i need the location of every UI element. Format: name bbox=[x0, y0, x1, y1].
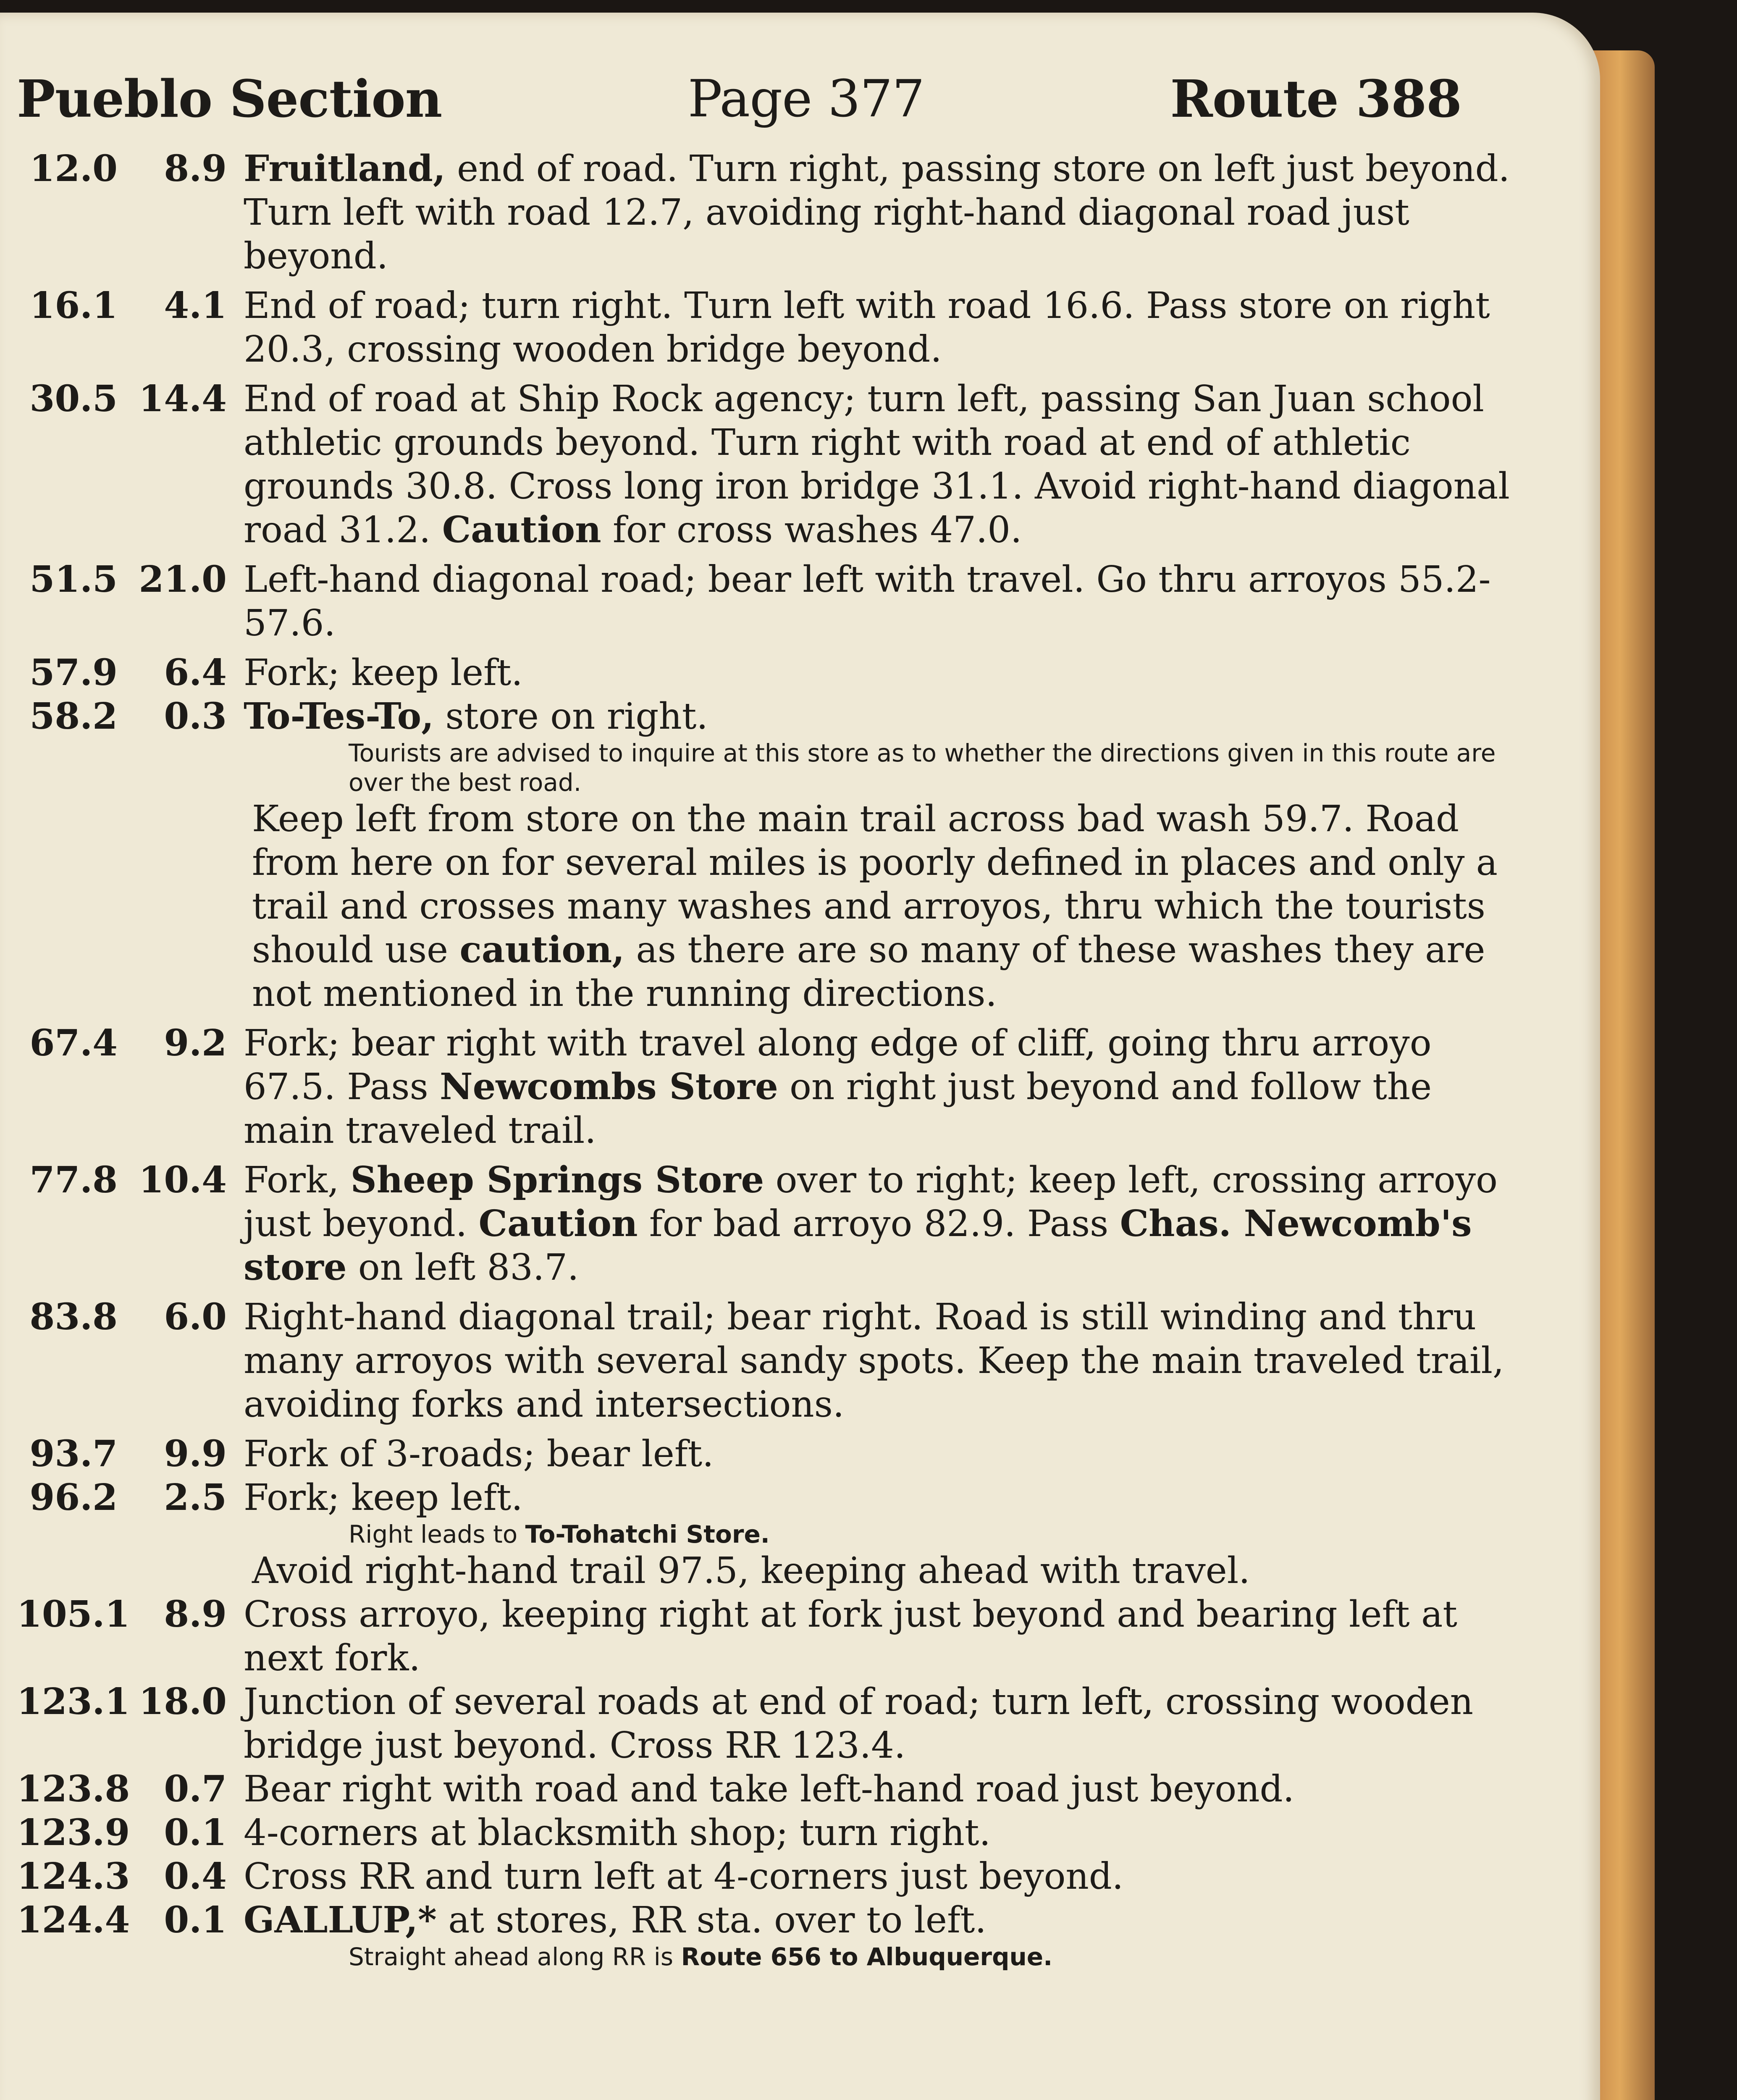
place-name: GALLUP,* bbox=[244, 1899, 437, 1941]
mileage: 105.1 bbox=[17, 1593, 130, 1635]
mileage: 123.1 bbox=[17, 1680, 130, 1723]
increment: 21.0 bbox=[139, 558, 227, 601]
increment: 0.3 bbox=[164, 695, 227, 738]
caution-label: Caution bbox=[478, 1202, 638, 1245]
store-name: Newcombs Store bbox=[440, 1066, 778, 1108]
place-name: Fruitland, bbox=[244, 147, 446, 190]
mileage: 67.4 bbox=[29, 1022, 118, 1064]
increment: 14.4 bbox=[139, 378, 227, 420]
mileage: 51.5 bbox=[29, 558, 118, 601]
direction-row bbox=[17, 1158, 1512, 1289]
direction-text: Junction of several roads at end of road; turn left, crossing wooden bridge just beyond. Cross RR 123.4. bbox=[244, 1681, 1473, 1767]
page-number: Page 377 bbox=[687, 69, 925, 129]
direction-text: 4-corners at blacksmith shop; turn right. bbox=[244, 1812, 991, 1854]
direction-row bbox=[17, 1021, 1512, 1152]
mileage: 12.0 bbox=[29, 147, 118, 190]
direction-text: GALLUP,* at stores, RR sta. over to left. bbox=[244, 1899, 987, 1941]
increment: 0.4 bbox=[164, 1855, 227, 1898]
direction-text: Fork; keep left. bbox=[244, 1477, 523, 1519]
place-name: To-Tes-To, bbox=[244, 695, 434, 738]
direction-row bbox=[17, 284, 1512, 371]
mileage: 93.7 bbox=[29, 1433, 118, 1475]
caution-label: Caution bbox=[442, 509, 601, 551]
direction-row bbox=[17, 1855, 1512, 1898]
direction-text: Fork; bear right with travel along edge of cliff, going thru arroyo 67.5. Pass Newcombs Store on right just beyond and follow the main traveled trail. bbox=[244, 1022, 1432, 1152]
mileage: 124.4 bbox=[17, 1899, 130, 1941]
increment: 8.9 bbox=[164, 1593, 227, 1635]
mileage: 123.9 bbox=[17, 1811, 130, 1854]
direction-row bbox=[17, 651, 1512, 695]
store-name: Chas. Newcomb's store bbox=[244, 1202, 1472, 1289]
direction-detail: End of road at Ship Rock agency; turn left, passing San Juan school athletic grounds beyond. Turn right with road at end of athletic grounds 30.8. Cross long iron bridge 31.1. Avoid right-hand diagonal road 31.2. bbox=[244, 378, 1510, 551]
caution-label: caution, bbox=[459, 929, 625, 971]
direction-text: Right-hand diagonal trail; bear right. Road is still winding and thru many arroyos with several sandy spots. Keep the main traveled trail, avoiding forks and intersections. bbox=[244, 1296, 1504, 1425]
mileage: 96.2 bbox=[29, 1476, 118, 1519]
direction-row bbox=[17, 1432, 1512, 1476]
continuation-paragraph: Keep left from store on the main trail across bad wash 59.7. Road from here on for several miles is poorly defined in places and only a trail and crosses many washes and arroyos, thru which the tourists should use caution, as there are so many of these washes they are not mentioned in the running directions. bbox=[252, 798, 1498, 1015]
direction-row bbox=[17, 1295, 1512, 1426]
section-title: Pueblo Section bbox=[17, 68, 442, 129]
direction-row bbox=[17, 1811, 1512, 1855]
direction-detail: end of road. Turn right, passing store on left just beyond. Turn left with road 12.7, avoiding right-hand diagonal road just beyond. bbox=[244, 148, 1510, 277]
direction-text: Fork; keep left. bbox=[244, 652, 523, 694]
direction-detail: for cross washes 47.0. bbox=[601, 509, 1022, 551]
mileage: 83.8 bbox=[29, 1296, 118, 1338]
increment: 8.9 bbox=[164, 147, 227, 190]
direction-text: Fork, Sheep Springs Store over to right; keep left, crossing arroyo just beyond. Caution for bad arroyo 82.9. Pass Chas. Newcomb's store on left 83.7. bbox=[244, 1159, 1498, 1289]
side-note: Straight ahead along RR is Route 656 to Albuquerque. bbox=[349, 1942, 1053, 1971]
tourist-note: Tourists are advised to inquire at this store as to whether the directions given in this route are over the best road. bbox=[349, 739, 1496, 797]
increment: 6.4 bbox=[164, 651, 227, 694]
store-name: Sheep Springs Store bbox=[350, 1159, 764, 1201]
direction-text bbox=[244, 377, 1512, 552]
direction-detail: store on right. bbox=[434, 696, 708, 738]
route-directions bbox=[17, 147, 1512, 1971]
direction-row bbox=[17, 1767, 1512, 1811]
direction-text: Fork of 3-roads; bear left. bbox=[244, 1433, 714, 1475]
increment: 0.1 bbox=[164, 1811, 227, 1854]
increment: 9.9 bbox=[164, 1433, 227, 1475]
direction-row bbox=[17, 1680, 1512, 1767]
side-note: Right leads to To-Tohatchi Store. bbox=[349, 1520, 770, 1549]
increment: 0.7 bbox=[164, 1768, 227, 1810]
continuation-paragraph: Avoid right-hand trail 97.5, keeping ahead with travel. bbox=[252, 1550, 1250, 1592]
page-header bbox=[17, 63, 1461, 134]
increment: 9.2 bbox=[164, 1022, 227, 1064]
route-number: Route 388 bbox=[1170, 68, 1461, 129]
direction-row bbox=[17, 1476, 1512, 1520]
direction-row bbox=[17, 1898, 1512, 1942]
direction-row bbox=[17, 558, 1512, 645]
increment: 4.1 bbox=[164, 284, 227, 327]
increment: 6.0 bbox=[164, 1296, 227, 1338]
direction-text: Bear right with road and take left-hand road just beyond. bbox=[244, 1768, 1294, 1810]
direction-text bbox=[244, 147, 1512, 278]
direction-row bbox=[17, 377, 1512, 552]
page-edges bbox=[1592, 50, 1655, 2100]
direction-row bbox=[17, 1593, 1512, 1680]
mileage: 123.8 bbox=[17, 1768, 130, 1810]
increment: 10.4 bbox=[139, 1159, 227, 1201]
book-page bbox=[0, 13, 1600, 2100]
mileage: 77.8 bbox=[29, 1159, 118, 1201]
direction-text bbox=[244, 695, 1512, 738]
direction-row bbox=[17, 695, 1512, 738]
mileage: 57.9 bbox=[29, 651, 118, 694]
mileage: 30.5 bbox=[29, 378, 118, 420]
mileage: 16.1 bbox=[29, 284, 118, 327]
mileage: 58.2 bbox=[29, 695, 118, 738]
increment: 18.0 bbox=[139, 1680, 227, 1723]
increment: 2.5 bbox=[164, 1476, 227, 1519]
direction-text: Left-hand diagonal road; bear left with travel. Go thru arroyos 55.2-57.6. bbox=[244, 559, 1491, 644]
mileage: 124.3 bbox=[17, 1855, 130, 1898]
direction-text: End of road; turn right. Turn left with road 16.6. Pass store on right 20.3, crossing wooden bridge beyond. bbox=[244, 285, 1490, 370]
increment: 0.1 bbox=[164, 1899, 227, 1941]
direction-text: Cross RR and turn left at 4-corners just beyond. bbox=[244, 1856, 1124, 1898]
direction-text: Cross arroyo, keeping right at fork just beyond and bearing left at next fork. bbox=[244, 1593, 1457, 1679]
direction-row bbox=[17, 147, 1512, 278]
